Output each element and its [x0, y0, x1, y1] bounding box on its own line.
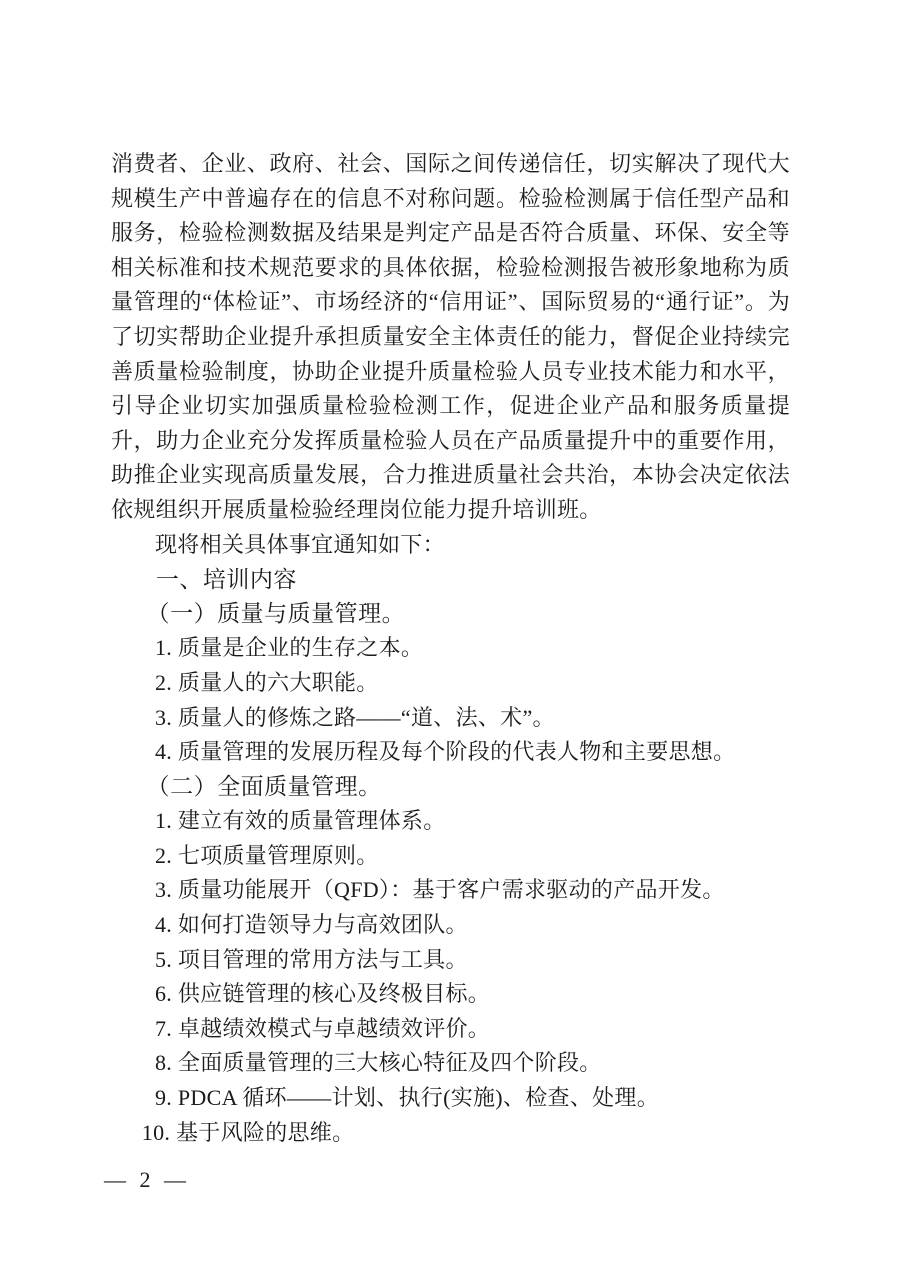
page-number: — 2 — [104, 1167, 190, 1192]
list-item: 10. 基于风险的思维。 [141, 1119, 355, 1145]
list-item: 3. 质量功能展开（QFD）：基于客户需求驱动的产品开发。 [155, 877, 725, 903]
list-item: 1. 质量是企业的生存之本。 [155, 635, 424, 661]
list-item: 8. 全面质量管理的三大核心特征及四个阶段。 [155, 1050, 602, 1076]
list-item: 9. PDCA 循环——计划、执行(实施)、检查、处理。 [155, 1085, 660, 1111]
heading-training-content: 一、培训内容 [155, 566, 297, 593]
subsection-title-total-quality-management: （二）全面质量管理。 [146, 773, 382, 799]
page-content [111, 147, 790, 1150]
list-item: 1. 建立有效的质量管理体系。 [155, 808, 446, 834]
list-item: 2. 质量人的六大职能。 [155, 669, 379, 695]
list-item: 6. 供应链管理的核心及终极目标。 [155, 981, 491, 1007]
list-item: 5. 项目管理的常用方法与工具。 [155, 946, 468, 972]
list-item: 2. 七项质量管理原则。 [155, 842, 379, 868]
list-item: 4. 如何打造领导力与高效团队。 [155, 912, 468, 938]
subsection-title-quality-management: （一）质量与质量管理。 [146, 600, 406, 626]
list-item: 3. 质量人的修炼之路——“道、法、术”。 [155, 704, 555, 730]
list-item: 4. 质量管理的发展历程及每个阶段的代表人物和主要思想。 [155, 739, 736, 765]
paragraph-notice: 现将相关具体事宜通知如下： [155, 531, 445, 557]
paragraph-continuation: 消费者、企业、政府、社会、国际之间传递信任，切实解决了现代大规模生产中普遍存在的信息不对称问题。检验检测属于信任型产品和服务，检验检测数据及结果是判定产品是否符合质量、环保、安全等相关标准和技术规范要求的具体依据，检验检测报告被形象地称为质量管理的“体检证”、市场经济的“信用证”、国际贸易的“通行证”。为了切实帮助企业提升承担质量安全主体责任的能力，督促企业持续完善质量检验制度，协助企业提升质量检验人员专业技术能力和水平，引导企业切实加强质量检验检测工作，促进企业产品和服务质量提升，助力企业充分发挥质量检验人员在产品质量提升中的重要作用，助推企业实现高质量发展，合力推进质量社会共治，本协会决定依法依规组织开展质量检验经理岗位能力提升培训班。 [111, 151, 790, 522]
list-item: 7. 卓越绩效模式与卓越绩效评价。 [155, 1015, 491, 1041]
